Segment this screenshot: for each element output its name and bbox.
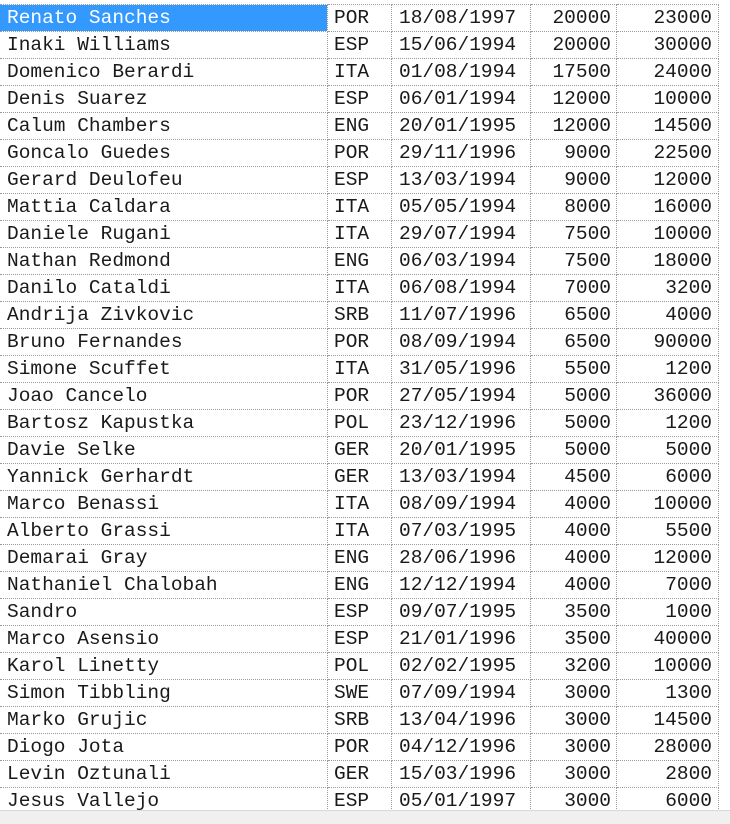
value-2-cell[interactable]: 28000 xyxy=(617,734,719,761)
birth-date-cell[interactable]: 05/05/1994 xyxy=(392,194,531,221)
nationality-cell[interactable]: POL xyxy=(328,653,392,680)
value-1-cell[interactable]: 9000 xyxy=(531,140,617,167)
value-2-cell[interactable]: 4000 xyxy=(617,302,719,329)
table-row[interactable] xyxy=(0,734,719,761)
birth-date-cell[interactable]: 09/07/1995 xyxy=(392,599,531,626)
value-2-cell[interactable]: 16000 xyxy=(617,194,719,221)
player-name-cell[interactable]: Nathaniel Chalobah xyxy=(0,572,328,599)
value-2-cell[interactable]: 30000 xyxy=(617,32,719,59)
nationality-cell[interactable]: POR xyxy=(328,329,392,356)
nationality-cell[interactable]: ITA xyxy=(328,59,392,86)
player-name-cell[interactable]: Andrija Zivkovic xyxy=(0,302,328,329)
nationality-cell[interactable]: ENG xyxy=(328,113,392,140)
value-1-cell[interactable]: 3200 xyxy=(531,653,617,680)
value-1-cell[interactable]: 7500 xyxy=(531,248,617,275)
value-1-cell[interactable]: 4000 xyxy=(531,518,617,545)
player-name-cell[interactable]: Joao Cancelo xyxy=(0,383,328,410)
player-name-cell[interactable]: Denis Suarez xyxy=(0,86,328,113)
value-1-cell[interactable]: 3500 xyxy=(531,599,617,626)
nationality-cell[interactable]: ITA xyxy=(328,275,392,302)
birth-date-cell[interactable]: 31/05/1996 xyxy=(392,356,531,383)
value-2-cell[interactable]: 6000 xyxy=(617,464,719,491)
player-name-cell[interactable]: Nathan Redmond xyxy=(0,248,328,275)
table-row[interactable] xyxy=(0,680,719,707)
table-row[interactable] xyxy=(0,545,719,572)
player-table-grid xyxy=(0,4,728,810)
nationality-cell[interactable]: GER xyxy=(328,761,392,788)
player-name-cell[interactable]: Simone Scuffet xyxy=(0,356,328,383)
value-1-cell[interactable]: 12000 xyxy=(531,86,617,113)
player-name-cell[interactable]: Diogo Jota xyxy=(0,734,328,761)
value-1-cell[interactable]: 3000 xyxy=(531,707,617,734)
nationality-cell[interactable]: ESP xyxy=(328,788,392,811)
nationality-cell[interactable]: ITA xyxy=(328,356,392,383)
table-row[interactable] xyxy=(0,302,719,329)
nationality-cell[interactable]: SRB xyxy=(328,707,392,734)
value-2-cell[interactable]: 90000 xyxy=(617,329,719,356)
nationality-cell[interactable]: GER xyxy=(328,464,392,491)
value-2-cell[interactable]: 23000 xyxy=(617,5,719,32)
table-row[interactable] xyxy=(0,275,719,302)
value-1-cell[interactable]: 7000 xyxy=(531,275,617,302)
value-2-cell[interactable]: 1200 xyxy=(617,356,719,383)
table-row[interactable] xyxy=(0,248,719,275)
value-1-cell[interactable]: 4000 xyxy=(531,491,617,518)
table-row[interactable] xyxy=(0,356,719,383)
value-1-cell[interactable]: 5000 xyxy=(531,410,617,437)
table-row[interactable] xyxy=(0,194,719,221)
value-1-cell[interactable]: 5000 xyxy=(531,437,617,464)
value-1-cell[interactable]: 9000 xyxy=(531,167,617,194)
player-name-cell[interactable]: Jesus Vallejo xyxy=(0,788,328,811)
table-row[interactable] xyxy=(0,86,719,113)
nationality-cell[interactable]: ESP xyxy=(328,599,392,626)
birth-date-cell[interactable]: 13/03/1994 xyxy=(392,167,531,194)
value-1-cell[interactable]: 20000 xyxy=(531,32,617,59)
nationality-cell[interactable]: POL xyxy=(328,410,392,437)
nationality-cell[interactable]: ESP xyxy=(328,626,392,653)
value-2-cell[interactable]: 10000 xyxy=(617,86,719,113)
table-row[interactable] xyxy=(0,572,719,599)
value-1-cell[interactable]: 3000 xyxy=(531,734,617,761)
birth-date-cell[interactable]: 08/09/1994 xyxy=(392,329,531,356)
value-1-cell[interactable]: 12000 xyxy=(531,113,617,140)
player-name-cell[interactable]: Calum Chambers xyxy=(0,113,328,140)
player-name-cell[interactable]: Marko Grujic xyxy=(0,707,328,734)
table-row[interactable] xyxy=(0,437,719,464)
birth-date-cell[interactable]: 13/04/1996 xyxy=(392,707,531,734)
value-2-cell[interactable]: 14500 xyxy=(617,113,719,140)
nationality-cell[interactable]: POR xyxy=(328,5,392,32)
table-row[interactable] xyxy=(0,518,719,545)
value-2-cell[interactable]: 22500 xyxy=(617,140,719,167)
table-row[interactable] xyxy=(0,113,719,140)
birth-date-cell[interactable]: 04/12/1996 xyxy=(392,734,531,761)
value-2-cell[interactable]: 5500 xyxy=(617,518,719,545)
value-1-cell[interactable]: 3000 xyxy=(531,680,617,707)
table-row[interactable] xyxy=(0,761,719,788)
value-2-cell[interactable]: 14500 xyxy=(617,707,719,734)
table-row[interactable] xyxy=(0,32,719,59)
player-name-cell[interactable]: Sandro xyxy=(0,599,328,626)
value-1-cell[interactable]: 4000 xyxy=(531,572,617,599)
birth-date-cell[interactable]: 20/01/1995 xyxy=(392,437,531,464)
player-name-cell[interactable]: Domenico Berardi xyxy=(0,59,328,86)
nationality-cell[interactable]: ITA xyxy=(328,518,392,545)
nationality-cell[interactable]: ESP xyxy=(328,167,392,194)
player-name-cell[interactable]: Alberto Grassi xyxy=(0,518,328,545)
value-1-cell[interactable]: 20000 xyxy=(531,5,617,32)
player-name-cell[interactable]: Davie Selke xyxy=(0,437,328,464)
birth-date-cell[interactable]: 07/09/1994 xyxy=(392,680,531,707)
table-body xyxy=(0,5,719,811)
table-row[interactable] xyxy=(0,329,719,356)
value-2-cell[interactable]: 1300 xyxy=(617,680,719,707)
value-2-cell[interactable]: 18000 xyxy=(617,248,719,275)
table-row[interactable] xyxy=(0,59,719,86)
value-1-cell[interactable]: 3500 xyxy=(531,626,617,653)
value-2-cell[interactable]: 10000 xyxy=(617,653,719,680)
birth-date-cell[interactable]: 29/11/1996 xyxy=(392,140,531,167)
value-1-cell[interactable]: 7500 xyxy=(531,221,617,248)
birth-date-cell[interactable]: 29/07/1994 xyxy=(392,221,531,248)
value-2-cell[interactable]: 12000 xyxy=(617,545,719,572)
value-1-cell[interactable]: 6500 xyxy=(531,329,617,356)
value-2-cell[interactable]: 5000 xyxy=(617,437,719,464)
player-name-cell[interactable]: Inaki Williams xyxy=(0,32,328,59)
value-1-cell[interactable]: 5500 xyxy=(531,356,617,383)
value-2-cell[interactable]: 12000 xyxy=(617,167,719,194)
player-name-cell[interactable]: Marco Asensio xyxy=(0,626,328,653)
birth-date-cell[interactable]: 05/01/1997 xyxy=(392,788,531,811)
player-name-cell[interactable]: Gerard Deulofeu xyxy=(0,167,328,194)
value-2-cell[interactable]: 6000 xyxy=(617,788,719,811)
table-row[interactable] xyxy=(0,140,719,167)
table-row[interactable] xyxy=(0,410,719,437)
birth-date-cell[interactable]: 28/06/1996 xyxy=(392,545,531,572)
horizontal-scrollbar[interactable] xyxy=(0,810,730,824)
birth-date-cell[interactable]: 06/01/1994 xyxy=(392,86,531,113)
birth-date-cell[interactable]: 02/02/1995 xyxy=(392,653,531,680)
nationality-cell[interactable]: GER xyxy=(328,437,392,464)
player-name-cell[interactable]: Yannick Gerhardt xyxy=(0,464,328,491)
birth-date-cell[interactable]: 08/09/1994 xyxy=(392,491,531,518)
value-2-cell[interactable]: 3200 xyxy=(617,275,719,302)
nationality-cell[interactable]: POR xyxy=(328,140,392,167)
value-2-cell[interactable]: 10000 xyxy=(617,491,719,518)
player-name-cell[interactable]: Renato Sanches xyxy=(0,5,328,32)
player-name-cell[interactable]: Goncalo Guedes xyxy=(0,140,328,167)
table-row[interactable] xyxy=(0,491,719,518)
value-2-cell[interactable]: 10000 xyxy=(617,221,719,248)
table-row[interactable] xyxy=(0,653,719,680)
birth-date-cell[interactable]: 07/03/1995 xyxy=(392,518,531,545)
value-2-cell[interactable]: 1000 xyxy=(617,599,719,626)
player-name-cell[interactable]: Demarai Gray xyxy=(0,545,328,572)
birth-date-cell[interactable]: 06/08/1994 xyxy=(392,275,531,302)
nationality-cell[interactable]: ITA xyxy=(328,491,392,518)
birth-date-cell[interactable]: 27/05/1994 xyxy=(392,383,531,410)
nationality-cell[interactable]: POR xyxy=(328,383,392,410)
player-name-cell[interactable]: Karol Linetty xyxy=(0,653,328,680)
player-name-cell[interactable]: Danilo Cataldi xyxy=(0,275,328,302)
player-name-cell[interactable]: Marco Benassi xyxy=(0,491,328,518)
value-2-cell[interactable]: 24000 xyxy=(617,59,719,86)
birth-date-cell[interactable]: 18/08/1997 xyxy=(392,5,531,32)
nationality-cell[interactable]: ENG xyxy=(328,572,392,599)
birth-date-cell[interactable]: 15/06/1994 xyxy=(392,32,531,59)
nationality-cell[interactable]: ESP xyxy=(328,32,392,59)
birth-date-cell[interactable]: 06/03/1994 xyxy=(392,248,531,275)
nationality-cell[interactable]: ITA xyxy=(328,194,392,221)
table-row[interactable] xyxy=(0,221,719,248)
player-name-cell[interactable]: Levin Oztunali xyxy=(0,761,328,788)
value-1-cell[interactable]: 17500 xyxy=(531,59,617,86)
value-1-cell[interactable]: 4000 xyxy=(531,545,617,572)
nationality-cell[interactable]: SRB xyxy=(328,302,392,329)
birth-date-cell[interactable]: 01/08/1994 xyxy=(392,59,531,86)
value-2-cell[interactable]: 40000 xyxy=(617,626,719,653)
value-1-cell[interactable]: 3000 xyxy=(531,788,617,811)
table-row[interactable] xyxy=(0,464,719,491)
value-1-cell[interactable]: 6500 xyxy=(531,302,617,329)
nationality-cell[interactable]: POR xyxy=(328,734,392,761)
player-name-cell[interactable]: Simon Tibbling xyxy=(0,680,328,707)
birth-date-cell[interactable]: 12/12/1994 xyxy=(392,572,531,599)
table-row[interactable] xyxy=(0,5,719,32)
player-name-cell[interactable]: Bartosz Kapustka xyxy=(0,410,328,437)
nationality-cell[interactable]: ENG xyxy=(328,248,392,275)
value-2-cell[interactable]: 7000 xyxy=(617,572,719,599)
birth-date-cell[interactable]: 15/03/1996 xyxy=(392,761,531,788)
value-1-cell[interactable]: 3000 xyxy=(531,761,617,788)
table-row[interactable] xyxy=(0,626,719,653)
value-1-cell[interactable]: 5000 xyxy=(531,383,617,410)
birth-date-cell[interactable]: 21/01/1996 xyxy=(392,626,531,653)
nationality-cell[interactable]: ITA xyxy=(328,221,392,248)
value-1-cell[interactable]: 8000 xyxy=(531,194,617,221)
birth-date-cell[interactable]: 23/12/1996 xyxy=(392,410,531,437)
player-table xyxy=(0,4,719,810)
nationality-cell[interactable]: SWE xyxy=(328,680,392,707)
value-2-cell[interactable]: 2800 xyxy=(617,761,719,788)
value-2-cell[interactable]: 1200 xyxy=(617,410,719,437)
birth-date-cell[interactable]: 11/07/1996 xyxy=(392,302,531,329)
birth-date-cell[interactable]: 20/01/1995 xyxy=(392,113,531,140)
player-name-cell[interactable]: Mattia Caldara xyxy=(0,194,328,221)
table-row[interactable] xyxy=(0,707,719,734)
birth-date-cell[interactable]: 13/03/1994 xyxy=(392,464,531,491)
table-row[interactable] xyxy=(0,383,719,410)
nationality-cell[interactable]: ESP xyxy=(328,86,392,113)
table-row[interactable] xyxy=(0,599,719,626)
player-name-cell[interactable]: Bruno Fernandes xyxy=(0,329,328,356)
value-2-cell[interactable]: 36000 xyxy=(617,383,719,410)
table-row[interactable] xyxy=(0,788,719,811)
nationality-cell[interactable]: ENG xyxy=(328,545,392,572)
table-row[interactable] xyxy=(0,167,719,194)
player-name-cell[interactable]: Daniele Rugani xyxy=(0,221,328,248)
value-1-cell[interactable]: 4500 xyxy=(531,464,617,491)
